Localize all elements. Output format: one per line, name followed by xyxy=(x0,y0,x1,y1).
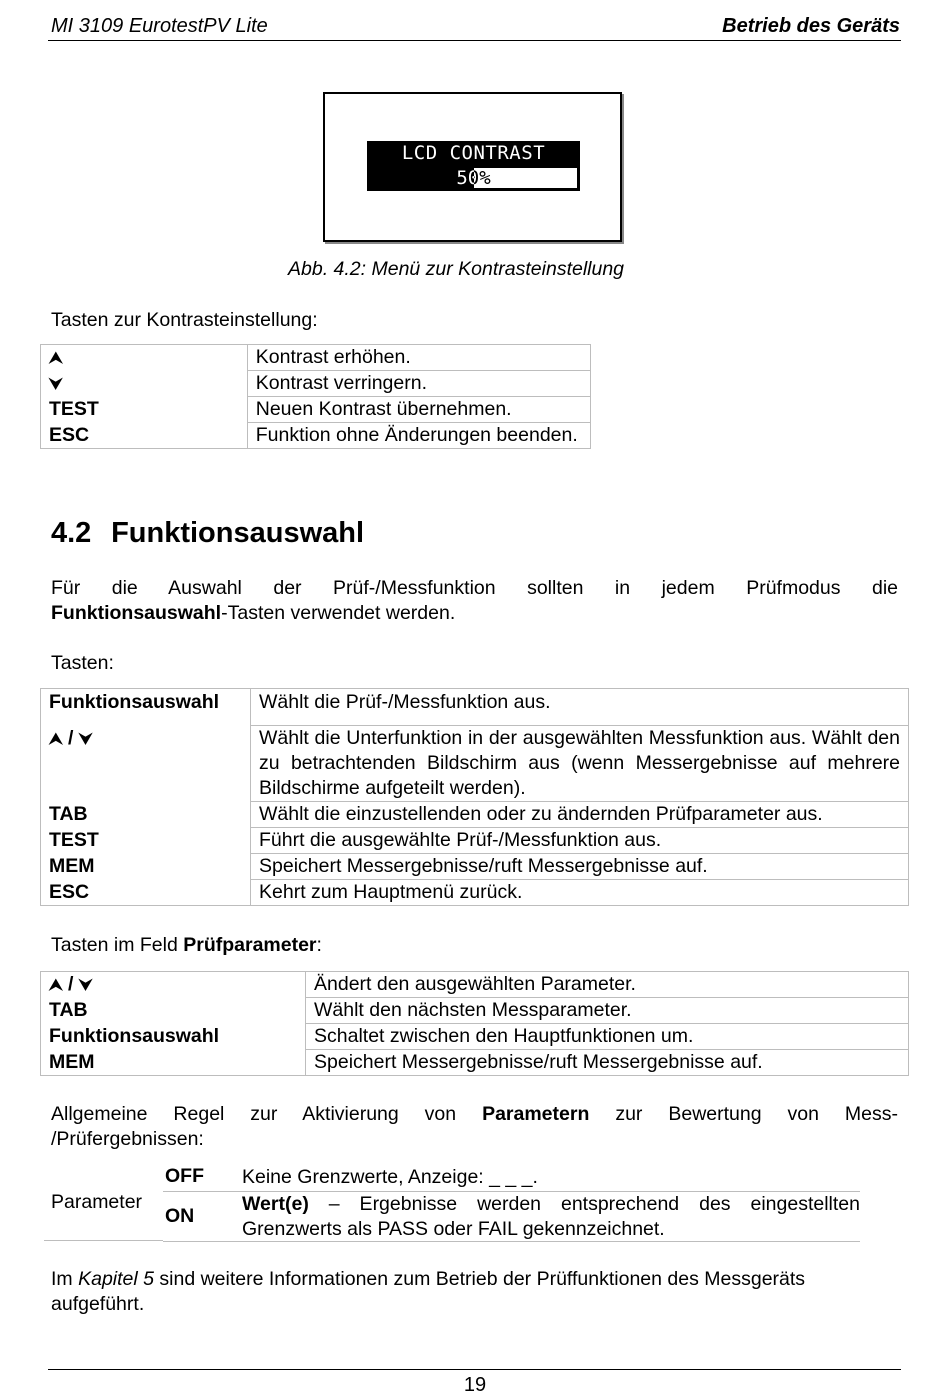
up-arrow-icon: ⮝ xyxy=(49,348,63,367)
paragraph-text: zur Bewertung von Mess- xyxy=(589,1103,898,1125)
chapter-reference: Kapitel 5 xyxy=(78,1268,154,1290)
page-number: 19 xyxy=(463,1374,487,1396)
table-desc-cell: Speichert Messergebnisse/ruft Messergebnisse auf. xyxy=(251,854,909,880)
table-key-cell xyxy=(41,726,251,802)
paragraph-text: sind weitere Informationen zum Betrieb der Prüffunktionen des Messgeräts xyxy=(153,1268,806,1290)
table-row xyxy=(41,998,909,1024)
parameter-off-desc: Keine Grenzwerte, Anzeige: _ _ _. xyxy=(242,1166,538,1188)
section-number: 4.2 xyxy=(51,517,92,549)
table-desc-cell: Funktion ohne Änderungen beenden. xyxy=(247,423,590,449)
section-heading xyxy=(51,517,364,550)
lcd-contrast-bar xyxy=(367,165,580,191)
footer-rule xyxy=(48,1369,901,1370)
table-row xyxy=(41,802,909,828)
table-row xyxy=(41,423,591,449)
bold-term: Funktionsauswahl xyxy=(51,602,222,624)
table-key-cell: ESC xyxy=(41,423,248,449)
table-key-cell: ESC xyxy=(41,880,251,906)
paragraph-text: : xyxy=(316,934,322,956)
table-key-cell: TEST xyxy=(41,828,251,854)
table-desc-cell: Wählt den nächsten Messparameter. xyxy=(306,998,909,1024)
table-desc-cell: Führt die ausgewählte Prüf-/Messfunktion aus. xyxy=(251,828,909,854)
lcd-contrast-title: LCD CONTRAST xyxy=(367,141,580,165)
param-field-intro xyxy=(51,934,322,957)
general-rule-line2: /Prüfergebnissen: xyxy=(51,1128,204,1150)
table-key-cell xyxy=(41,345,248,371)
table-desc-cell: Kehrt zum Hauptmenü zurück. xyxy=(251,880,909,906)
lcd-contrast-value: 50% xyxy=(456,167,491,189)
function-keys-table xyxy=(40,688,909,906)
paragraph-text: – Ergebnisse werden entsprechend des eingestellten Grenzwerts als PASS oder FAIL gekennzeichnet. xyxy=(242,1193,860,1240)
table-row xyxy=(41,854,909,880)
closing-line1 xyxy=(51,1268,805,1291)
table-key-cell xyxy=(41,371,248,397)
paragraph-text: Allgemeine Regel zur Aktivierung von xyxy=(51,1103,483,1125)
paragraph-text: -Tasten verwendet werden. xyxy=(221,602,456,624)
parameter-on-desc xyxy=(242,1192,860,1242)
parameter-row-on xyxy=(163,1192,860,1242)
down-arrow-icon: ⮟ xyxy=(78,728,93,748)
paragraph-text: Im xyxy=(51,1268,79,1290)
table-desc-cell: Wählt die Prüf-/Messfunktion aus. xyxy=(251,689,909,726)
contrast-keys-intro: Tasten zur Kontrasteinstellung: xyxy=(51,309,318,331)
down-arrow-icon: ⮟ xyxy=(49,373,63,393)
table-row xyxy=(41,345,591,371)
parameter-on-key: ON xyxy=(165,1205,195,1227)
table-desc-cell: Ändert den ausgewählten Parameter. xyxy=(306,972,909,998)
table-row xyxy=(41,397,591,423)
table-key-cell: TAB xyxy=(41,998,306,1024)
table-key-cell: TEST xyxy=(41,397,248,423)
contrast-keys-table xyxy=(40,344,591,449)
table-key-cell: Funktionsauswahl xyxy=(41,689,251,726)
table-desc-cell: Wählt die Unterfunktion in der ausgewählten Messfunktion aus. Wählt den zu betrachtenden Bildschirm aus (wenn Messergebnisse auf mehrere Bildschirme aufgeteilt werden). xyxy=(251,726,909,802)
down-arrow-icon: ⮟ xyxy=(78,975,93,994)
keys-label: Tasten: xyxy=(51,652,114,674)
parameter-row-off xyxy=(163,1164,860,1192)
closing-line2: aufgeführt. xyxy=(51,1293,145,1315)
parameter-table xyxy=(163,1164,860,1242)
table-row xyxy=(41,972,909,998)
table-desc-cell: Wählt die einzustellenden oder zu ändernden Prüfparameter aus. xyxy=(251,802,909,828)
parameter-table-rule xyxy=(44,1240,163,1241)
table-key-cell: Funktionsauswahl xyxy=(41,1024,306,1050)
bold-term: Wert(e) xyxy=(242,1193,309,1215)
table-row xyxy=(41,1050,909,1076)
header-document-title: MI 3109 EurotestPV Lite xyxy=(51,15,268,37)
table-key-cell: MEM xyxy=(41,854,251,880)
parameter-label: Parameter xyxy=(51,1191,143,1213)
table-key-cell: MEM xyxy=(41,1050,306,1076)
table-row xyxy=(41,371,591,397)
param-field-keys-table xyxy=(40,971,909,1076)
table-desc-cell: Neuen Kontrast übernehmen. xyxy=(247,397,590,423)
table-row xyxy=(41,880,909,906)
bold-term: Prüfparameter xyxy=(183,934,317,956)
intro-paragraph-line1: Für die Auswahl der Prüf-/Messfunktion sollten in jedem Prüfmodus die xyxy=(51,577,898,599)
table-desc-cell: Speichert Messergebnisse/ruft Messergebnisse auf. xyxy=(306,1050,909,1076)
up-arrow-icon: ⮝ xyxy=(49,975,63,994)
bold-term: Parametern xyxy=(482,1103,590,1125)
header-rule xyxy=(48,40,901,41)
table-key-cell xyxy=(41,972,306,998)
header-chapter-title: Betrieb des Geräts xyxy=(722,15,900,37)
up-arrow-icon: ⮝ xyxy=(49,728,63,748)
intro-paragraph-line2 xyxy=(51,602,455,625)
table-desc-cell: Kontrast erhöhen. xyxy=(247,345,590,371)
table-key-cell: TAB xyxy=(41,802,251,828)
table-row xyxy=(41,726,909,802)
section-title: Funktionsauswahl xyxy=(111,517,365,549)
table-row xyxy=(41,828,909,854)
figure-caption: Abb. 4.2: Menü zur Kontrasteinstellung xyxy=(288,258,625,280)
parameter-off-key: OFF xyxy=(165,1165,204,1187)
table-desc-cell: Schaltet zwischen den Hauptfunktionen um. xyxy=(306,1024,909,1050)
key-separator: / xyxy=(62,973,79,995)
table-row xyxy=(41,689,909,726)
table-row xyxy=(41,1024,909,1050)
table-desc-cell: Kontrast verringern. xyxy=(247,371,590,397)
general-rule-line1 xyxy=(51,1103,898,1126)
paragraph-text: Tasten im Feld xyxy=(51,934,184,956)
key-separator: / xyxy=(62,726,79,749)
